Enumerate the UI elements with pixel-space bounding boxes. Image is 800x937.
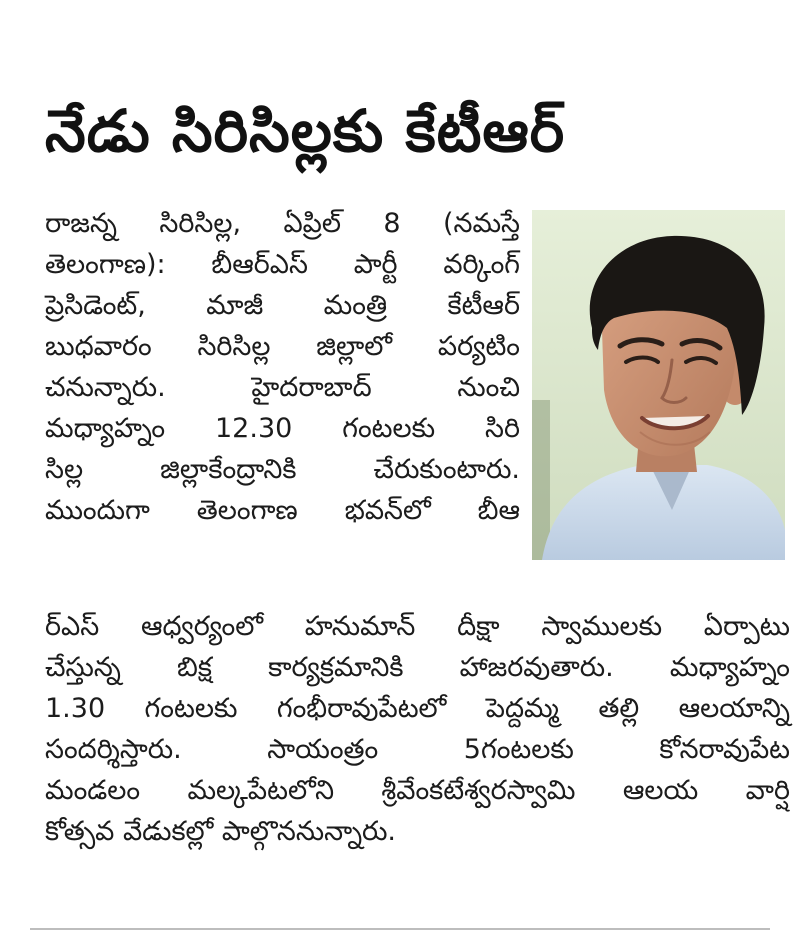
body-line: చేస్తున్న బిక్ష కార్యక్రమానికి హాజరవుతారు. మధ్యాహ్నం — [45, 652, 790, 683]
divider — [30, 928, 770, 930]
portrait-illustration — [532, 210, 785, 560]
article-body-lower — [45, 606, 790, 852]
body-line: మధ్యాహ్నం 12.30 గంటలకు సిరి — [45, 413, 520, 444]
body-line: తెలంగాణ): బీఆర్ఎస్ పార్టీ వర్కింగ్ — [45, 249, 520, 280]
body-line: సందర్శిస్తారు. సాయంత్రం 5గంటలకు కోనరావుపేట — [45, 734, 790, 765]
body-line: 1.30 గంటలకు గంభీరావుపేటలో పెద్దమ్మ తల్లి ఆలయాన్ని — [45, 693, 790, 724]
body-line: చనున్నారు. హైదరాబాద్ నుంచి — [45, 372, 520, 403]
article-body-upper — [45, 203, 520, 531]
headline: నేడు సిరిసిల్లకు కేటీఆర్ — [45, 97, 566, 165]
body-line: ర్ఎస్ ఆధ్వర్యంలో హనుమాన్ దీక్షా స్వాములకు ఏర్పాటు — [45, 611, 790, 642]
body-line: సిల్ల జిల్లాకేంద్రానికి చేరుకుంటారు. — [45, 454, 520, 485]
body-line: మండలం మల్కపేటలోని శ్రీవేంకటేశ్వరస్వామి ఆలయ వార్షి — [45, 775, 790, 806]
body-line: ముందుగా తెలంగాణ భవన్‌లో బీఆ — [45, 495, 520, 526]
body-line: కోత్సవ వేడుకల్లో పాల్గొననున్నారు. — [45, 816, 396, 847]
body-line: రాజన్న సిరిసిల్ల, ఏప్రిల్ 8 (నమస్తే — [45, 208, 520, 239]
portrait-photo — [532, 210, 785, 560]
body-line: ప్రెసిడెంట్, మాజీ మంత్రి కేటీఆర్ — [45, 290, 520, 321]
body-line: బుధవారం సిరిసిల్ల జిల్లాలో పర్యటిం — [45, 331, 520, 362]
